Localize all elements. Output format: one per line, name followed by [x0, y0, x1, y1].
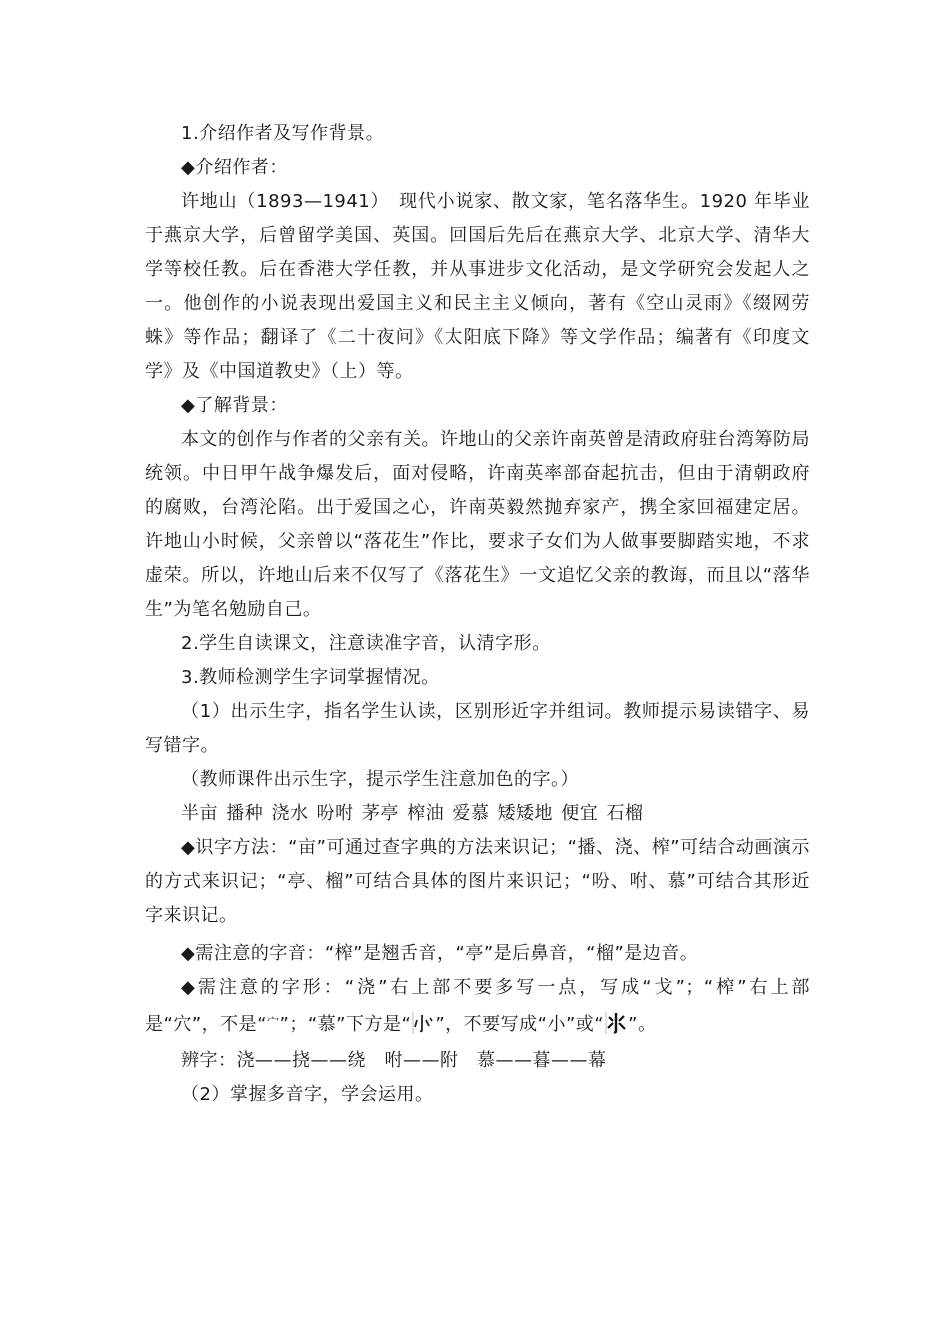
courseware-note: （教师课件出示生字，提示学生注意加色的字。） [181, 769, 579, 790]
character-method-paragraph: ◆识字方法：“亩”可通过查字典的方法来识记；“播、浇、榨”可结合动画演示的方式来识记；“亭、榴”可结合具体的图片来识记；“吩、咐、慕”可结合其形近字来识记。 [145, 837, 810, 926]
glyph-roof-radical: 宀 [266, 1015, 280, 1029]
shui-variant-icon [605, 1010, 627, 1036]
glyph-note-text-2: ”；“慕”下方是“ [279, 1014, 412, 1035]
polyphone-heading: （2）掌握多音字，学会运用。 [181, 1084, 434, 1105]
section-heading-intro: 1.介绍作者及写作背景。 [181, 123, 385, 144]
step-3-paragraph: 3.教师检测学生字词掌握情况。 [181, 667, 440, 688]
glyph-note-text-3: ”，不要写成“小”或“ [435, 1014, 605, 1035]
xiao-heart-radical-icon [412, 1010, 434, 1036]
glyph-form-note [145, 971, 810, 1042]
distinguish-characters: 辨字：浇——挠——绕 咐——附 慕——暮——幕 [181, 1050, 607, 1071]
step-3-1-paragraph: （1）出示生字，指名学生认读，区别形近字并组词。教师提示易读错字、易写错字。 [145, 701, 810, 756]
glyph-note-text-4: ”。 [628, 1014, 657, 1035]
author-paragraph: 许地山（1893—1941） 现代小说家、散文家，笔名落华生。1920 年毕业于燕京大学，后曾留学美国、英国。回国后先后在燕京大学、北京大学、清华大学等校任教。后在香港大学任教，并从事进步文化活动，是文学研究会发起人之一。他创作的小说表现出爱国主义和民主主义倾向，著有《空山灵雨》《缀网劳蛛》等作品；翻译了《二十夜问》《太阳底下降》等文学作品；编著有《印度文学》及《中国道教史》（上）等。 [145, 191, 810, 382]
background-paragraph: 本文的创作与作者的父亲有关。许地山的父亲许南英曾是清政府驻台湾筹防局统领。中日甲午战争爆发后，面对侵略，许南英率部奋起抗击，但由于清朝政府的腐败，台湾沦陷。出于爱国之心，许南英毅然抛弃家产，携全家回福建定居。许地山小时候，父亲曾以“落花生”作比，要求子女们为人做事要脚踏实地，不求虚荣。所以，许地山后来不仅写了《落花生》一文追忆父亲的教诲，而且以“落华生”为笔名勉励自己。 [145, 429, 810, 620]
document-body [145, 117, 810, 1112]
subheading-background: ◆了解背景： [181, 395, 288, 416]
pronunciation-note: ◆需注意的字音：“榨”是翘舌音，“亭”是后鼻音，“榴”是边音。 [181, 943, 699, 964]
glyph-note-text-1: ◆需注意的字形：“浇”右上部不要多写一点，写成“戈”；“榨”右上部是“穴”，不是“ [145, 977, 810, 1035]
subheading-author: ◆介绍作者： [181, 157, 288, 178]
new-words-list: 半亩 播种 浇水 吩咐 茅亭 榨油 爱慕 矮矮地 便宜 石榴 [181, 803, 644, 824]
step-2-paragraph: 2.学生自读课文，注意读准字音，认清字形。 [181, 633, 551, 654]
